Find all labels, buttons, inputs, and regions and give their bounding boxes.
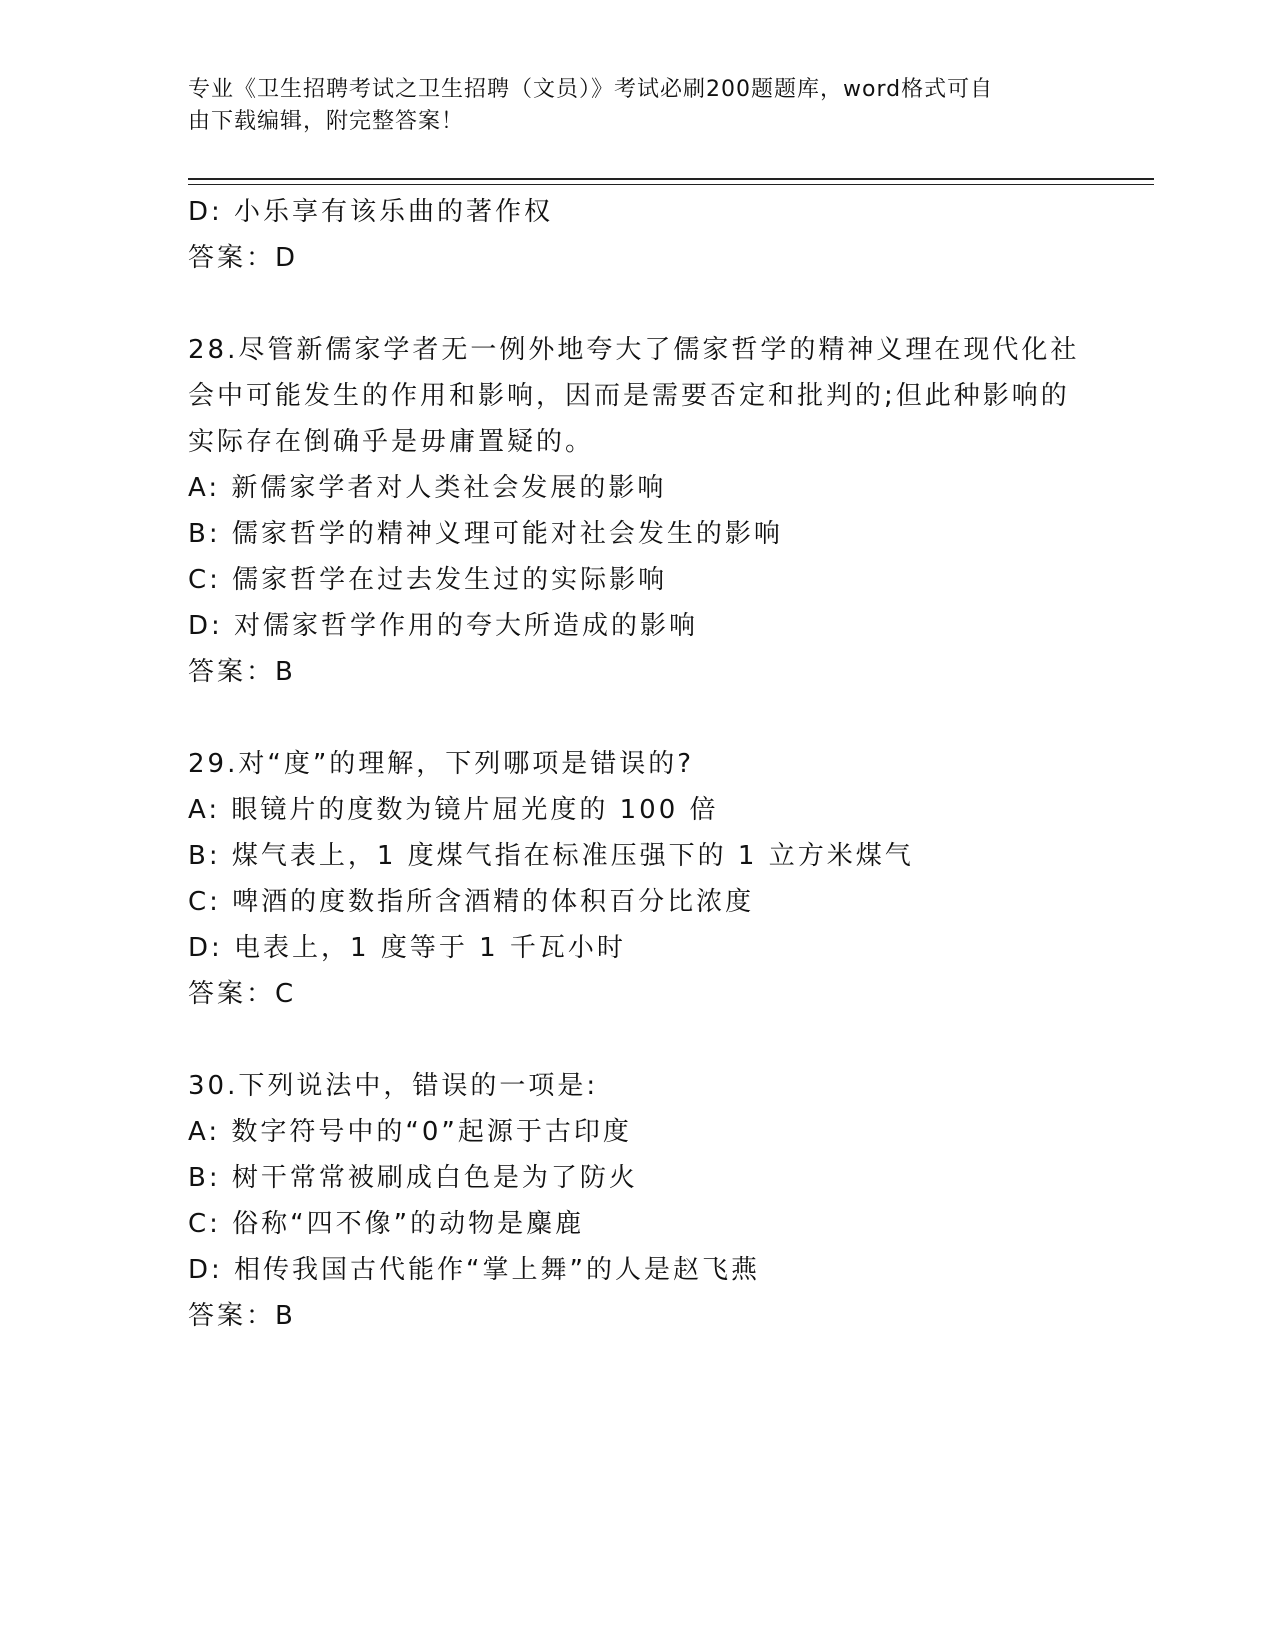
option-a: A: 眼镜片的度数为镜片屈光度的 100 倍 <box>188 795 719 825</box>
question-stem <box>188 1063 1088 1109</box>
question-list <box>188 189 1088 1339</box>
option-b: B: 树干常常被刷成白色是为了防火 <box>188 1163 638 1193</box>
question-30 <box>188 1063 1088 1339</box>
option-a: A: 新儒家学者对人类社会发展的影响 <box>188 473 667 503</box>
spacer <box>188 1017 1088 1063</box>
option-d: D: 电表上，1 度等于 1 千瓦小时 <box>188 933 626 963</box>
option-b: B: 煤气表上，1 度煤气指在标准压强下的 1 立方米煤气 <box>188 841 914 871</box>
option-d: D: 小乐享有该乐曲的著作权 <box>188 197 554 227</box>
stem-line: 30.下列说法中，错误的一项是: <box>188 1071 599 1101</box>
header-line: 由下载编辑，附完整答案！ <box>188 109 465 134</box>
question-stem <box>188 327 1088 465</box>
spacer <box>188 281 1088 327</box>
spacer <box>188 695 1088 741</box>
answer-label: 答案：D <box>188 243 299 273</box>
option-c: C: 俗称“四不像”的动物是麋鹿 <box>188 1209 585 1239</box>
document-header <box>188 74 1068 138</box>
header-line: 专业《卫生招聘考试之卫生招聘（文员）》考试必刷200题题库，word格式可自 <box>188 77 994 102</box>
option-d: D: 对儒家哲学作用的夸大所造成的影响 <box>188 611 699 641</box>
answer-label: 答案：B <box>188 1301 296 1331</box>
option-b: B: 儒家哲学的精神义理可能对社会发生的影响 <box>188 519 783 549</box>
stem-line: 会中可能发生的作用和影响，因而是需要否定和批判的;但此种影响的 <box>188 381 1070 411</box>
stem-line: 28.尽管新儒家学者无一例外地夸大了儒家哲学的精神义理在现代化社 <box>188 335 1080 365</box>
option-d: D: 相传我国古代能作“掌上舞”的人是赵飞燕 <box>188 1255 760 1285</box>
answer-label: 答案：C <box>188 979 297 1009</box>
stem-line: 实际存在倒确乎是毋庸置疑的。 <box>188 427 595 457</box>
header-divider-thin <box>188 184 1154 185</box>
question-27-tail <box>188 189 1088 281</box>
option-c: C: 啤酒的度数指所含酒精的体积百分比浓度 <box>188 887 755 917</box>
question-29 <box>188 741 1088 1017</box>
question-stem <box>188 741 1088 787</box>
header-divider-thick <box>188 178 1154 180</box>
option-c: C: 儒家哲学在过去发生过的实际影响 <box>188 565 668 595</box>
option-a: A: 数字符号中的“0”起源于古印度 <box>188 1117 632 1147</box>
stem-line: 29.对“度”的理解，下列哪项是错误的? <box>188 749 695 779</box>
question-28 <box>188 327 1088 695</box>
answer-label: 答案：B <box>188 657 296 687</box>
